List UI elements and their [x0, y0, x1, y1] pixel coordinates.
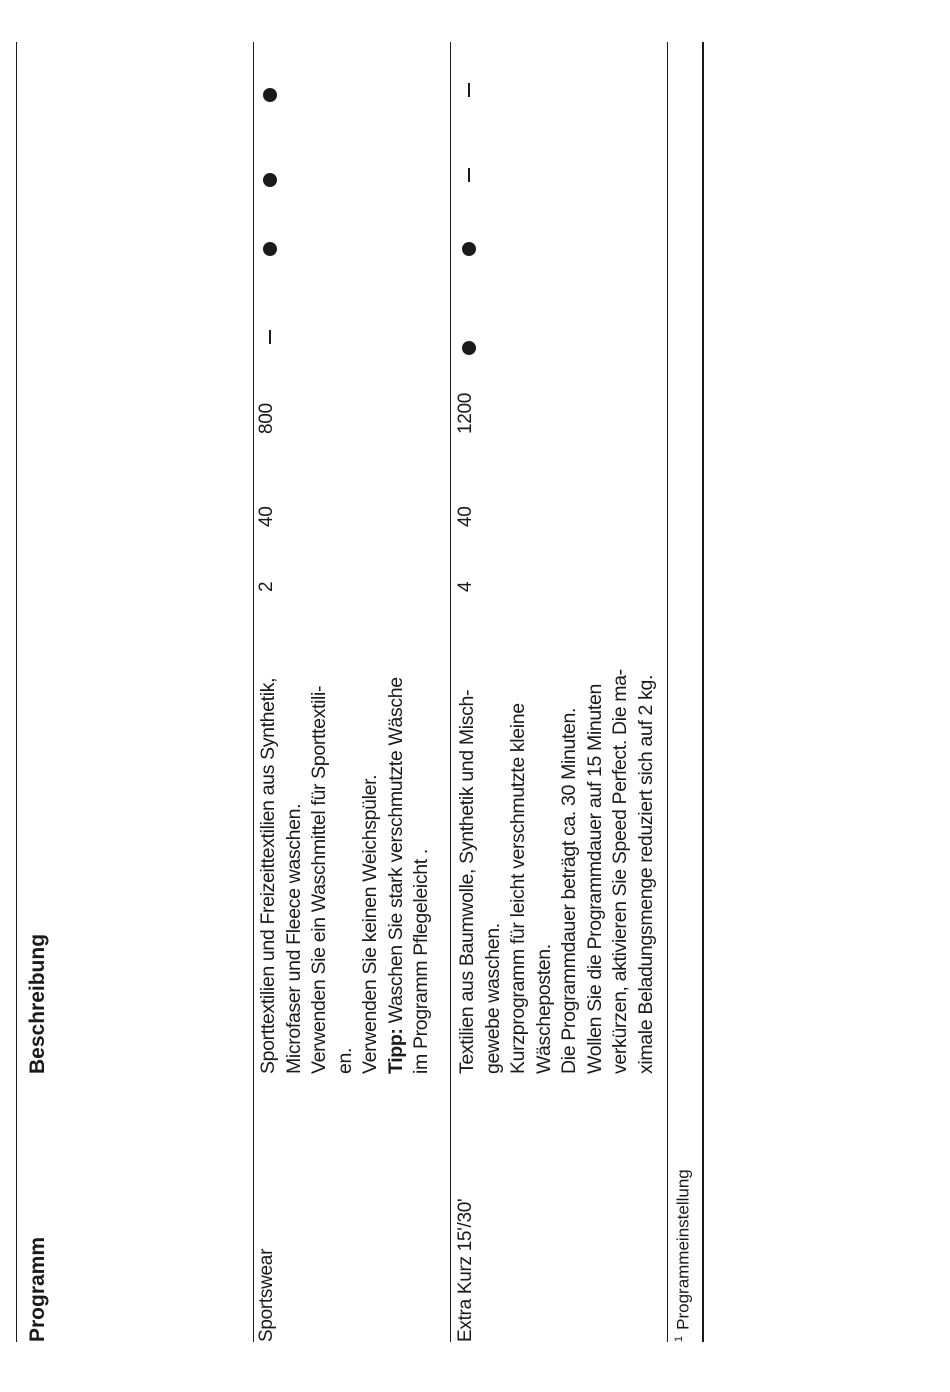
row-beschreibung [256, 564, 435, 1074]
row-beladung: 4 [455, 581, 476, 592]
row-schleudern: 800 [256, 403, 277, 434]
footnote [673, 1169, 694, 1342]
beschreibung-line: Kurzprogramm für leicht verschmutzte kleine [507, 703, 529, 1074]
opt4-dot-icon [263, 88, 277, 102]
footnote-text: Programmeinstellung [673, 1169, 693, 1330]
footnote-marker: 1 [673, 1335, 685, 1342]
beschreibung-line: Textilien aus Baumwolle, Synthetik und Misch- [456, 689, 478, 1074]
header-beschreibung: Beschreibung [26, 933, 49, 1074]
row-programm: Extra Kurz 15'/30' [455, 1198, 476, 1342]
tip-line [384, 564, 410, 1074]
beschreibung-line: Wäscheposten. [532, 944, 555, 1074]
row-temperatur: 40 [455, 506, 476, 527]
tip-text: Waschen Sie stark verschmutzte Wäsche [384, 677, 407, 1029]
header-bottom-rule [253, 42, 254, 1342]
row-beschreibung [455, 564, 659, 1074]
row-divider-rule [450, 42, 451, 1342]
rotated-program-table [0, 42, 720, 1342]
beschreibung-line: Sporttextilien und Freizeittextilien aus Synthetik, [257, 677, 279, 1074]
opt3-dot-icon [263, 173, 277, 187]
opt4-dash-icon [468, 83, 470, 97]
opt2-dot-icon [263, 242, 277, 256]
tip-label: Tipp: [384, 1028, 407, 1074]
footnote-divider-rule [667, 42, 668, 1342]
row-programm: Sportswear [256, 1248, 277, 1342]
table-bottom-rule [702, 42, 704, 1342]
table-top-rule [16, 42, 17, 1342]
row-beladung: 2 [256, 581, 277, 592]
row-schleudern: 1200 [455, 392, 476, 434]
opt1-dash-icon [269, 330, 271, 344]
beschreibung-line: verkürzen, aktivieren Sie Speed Perfect. Die ma- [609, 669, 631, 1074]
opt3-dash-icon [468, 168, 470, 182]
beschreibung-line: en. [333, 1047, 356, 1074]
beschreibung-line: Verwenden Sie ein Waschmittel für Sporttextili- [308, 685, 330, 1074]
beschreibung-line: Verwenden Sie keinen Weichspüler. [359, 774, 381, 1074]
beschreibung-line: ximale Beladungsmenge reduziert sich auf 2 kg. [634, 674, 657, 1074]
opt1-dot-icon [462, 341, 476, 355]
beschreibung-line: Die Programmdauer beträgt ca. 30 Minuten. [558, 707, 580, 1074]
header-programm: Programm [26, 1236, 49, 1342]
beschreibung-line: Microfaser und Fleece waschen. [282, 803, 305, 1074]
beschreibung-line: Wollen Sie die Programmdauer auf 15 Minuten [583, 684, 606, 1074]
beschreibung-line: gewebe waschen. [481, 923, 504, 1074]
row-temperatur: 40 [256, 506, 277, 527]
tip-line: im Programm Pflegeleicht . [410, 849, 432, 1074]
opt2-dot-icon [462, 242, 476, 256]
